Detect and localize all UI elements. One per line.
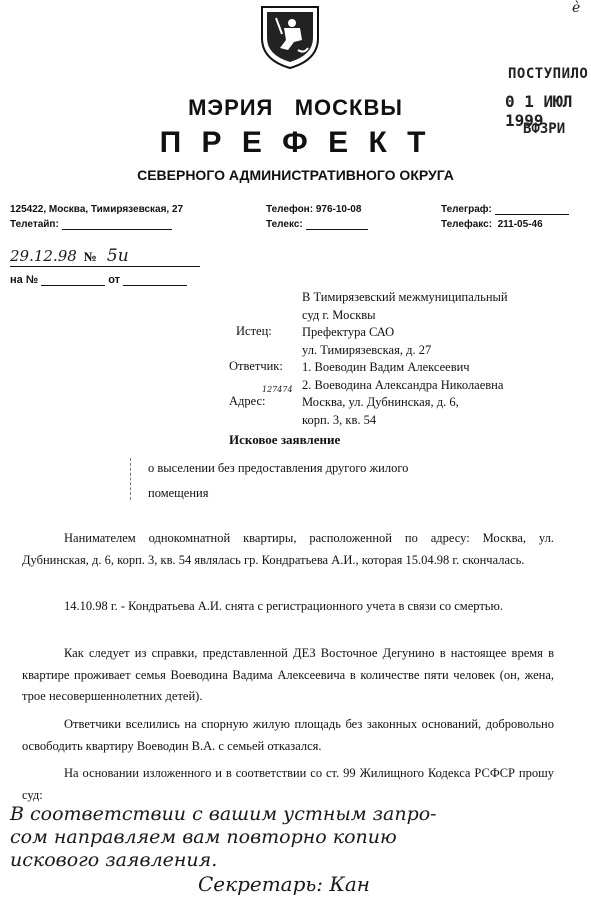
body-paragraph-3: Как следует из справки, представленной ДЕЗ Восточное Дегунино в настоящее время в квартире проживает семья Воеводина Вадима Алексеевича в количестве пяти человек (он, жена, трое несовершеннолетних детей). bbox=[22, 646, 554, 703]
handwritten-line-1: В соответствии с вашим устным запро- bbox=[10, 803, 437, 825]
received-stamp-dept: ВФЗРИ bbox=[523, 121, 566, 137]
outgoing-ref-row bbox=[10, 246, 200, 267]
plaintiff-label: Истец: bbox=[236, 324, 272, 338]
court-addressee bbox=[302, 289, 508, 324]
plaintiff-block bbox=[302, 324, 431, 359]
handwritten-note bbox=[10, 803, 437, 872]
claim-subject bbox=[148, 456, 408, 506]
telegraph-field bbox=[495, 214, 569, 215]
address-line-1: Москва, ул. Дубнинская, д. 6, bbox=[302, 395, 459, 409]
defendant-block bbox=[302, 359, 503, 394]
telegraph-row bbox=[441, 204, 569, 215]
contact-fax: Телефакс: 211-05-46 bbox=[441, 219, 543, 230]
telex-field bbox=[306, 229, 368, 230]
outgoing-no-label: № bbox=[83, 249, 97, 264]
moscow-coat-of-arms-icon bbox=[258, 4, 322, 70]
contact-address: 125422, Москва, Тимирязевская, 27 bbox=[10, 204, 184, 215]
teletype-label: Телетайп: bbox=[10, 219, 59, 230]
outgoing-date: 29.12.98 bbox=[10, 247, 77, 265]
body-paragraph-2: 14.10.98 г. - Кондратьева А.И. снята с регистрационного учета в связи со смертью. bbox=[64, 599, 503, 613]
address-label: Адрес: bbox=[229, 394, 266, 408]
telegraph-label: Телеграф: bbox=[441, 204, 492, 215]
telex-label: Телекс: bbox=[266, 219, 303, 230]
district-heading: СЕВЕРНОГО АДМИНИСТРАТИВНОГО ОКРУГА bbox=[137, 167, 454, 183]
body-paragraph-1: Нанимателем однокомнатной квартиры, расположенной по адресу: Москва, ул. Дубнинская, д. 6, корп. 3, кв. 54 являлась гр. Кондратьева А.И., которая 15.04.98 г. скончалась. bbox=[22, 531, 554, 567]
defendant-2: 2. Воеводина Александра Николаевна bbox=[302, 377, 504, 392]
prefect-heading: П Р Е Ф Е К Т bbox=[159, 126, 432, 159]
handwritten-signature: Секретарь: Кан bbox=[198, 872, 370, 896]
teletype-field bbox=[62, 229, 172, 230]
ref-no-field bbox=[41, 285, 105, 286]
handwritten-line-2: сом направляем вам повторно копию bbox=[10, 826, 397, 848]
teletype-row bbox=[10, 219, 172, 230]
contact-phone: Телефон: 976-10-08 bbox=[266, 204, 362, 215]
plaintiff-address: ул. Тимирязевская, д. 27 bbox=[302, 342, 432, 357]
claim-subject-line-2: помещения bbox=[148, 486, 209, 500]
claim-title: Исковое заявление bbox=[229, 432, 341, 447]
ref-from-label: от bbox=[108, 274, 121, 286]
received-stamp-label: ПОСТУПИЛО bbox=[508, 66, 589, 82]
margin-scribble bbox=[130, 458, 134, 500]
ref-from-field bbox=[123, 285, 187, 286]
claim-subject-line-1: о выселении без предоставления другого жилого bbox=[148, 461, 409, 475]
defendant-label: Ответчик: bbox=[229, 359, 283, 373]
ref-no-label: на № bbox=[10, 274, 39, 286]
court-line-1: В Тимирязевский межмуниципальный bbox=[302, 290, 508, 304]
received-stamp-date: 0 1 ИЮЛ 1999 bbox=[505, 92, 573, 130]
address-line-2: корп. 3, кв. 54 bbox=[302, 412, 377, 427]
telex-row bbox=[266, 219, 368, 230]
reference-row bbox=[10, 274, 187, 286]
body-paragraph-5: На основании изложенного и в соответствии со ст. 99 Жилищного Кодекса РСФСР прошу суд: bbox=[22, 766, 554, 802]
address-postcode: 127474 bbox=[262, 385, 293, 394]
plaintiff-name: Префектура САО bbox=[302, 325, 395, 339]
defendant-1: 1. Воеводин Вадим Алексеевич bbox=[302, 360, 470, 374]
outgoing-number: 5и bbox=[106, 246, 129, 266]
body-paragraph-4: Ответчики вселились на спорную жилую площадь без законных оснований, добровольно освободить квартиру Воеводин В.А. с семьей отказался. bbox=[22, 717, 554, 753]
address-block bbox=[302, 394, 459, 429]
margin-mark: ѐ bbox=[572, 0, 581, 16]
mayor-office-heading: МЭРИЯ МОСКВЫ bbox=[188, 95, 403, 120]
handwritten-line-3: искового заявления. bbox=[10, 849, 218, 871]
court-line-2: суд г. Москвы bbox=[302, 307, 376, 322]
